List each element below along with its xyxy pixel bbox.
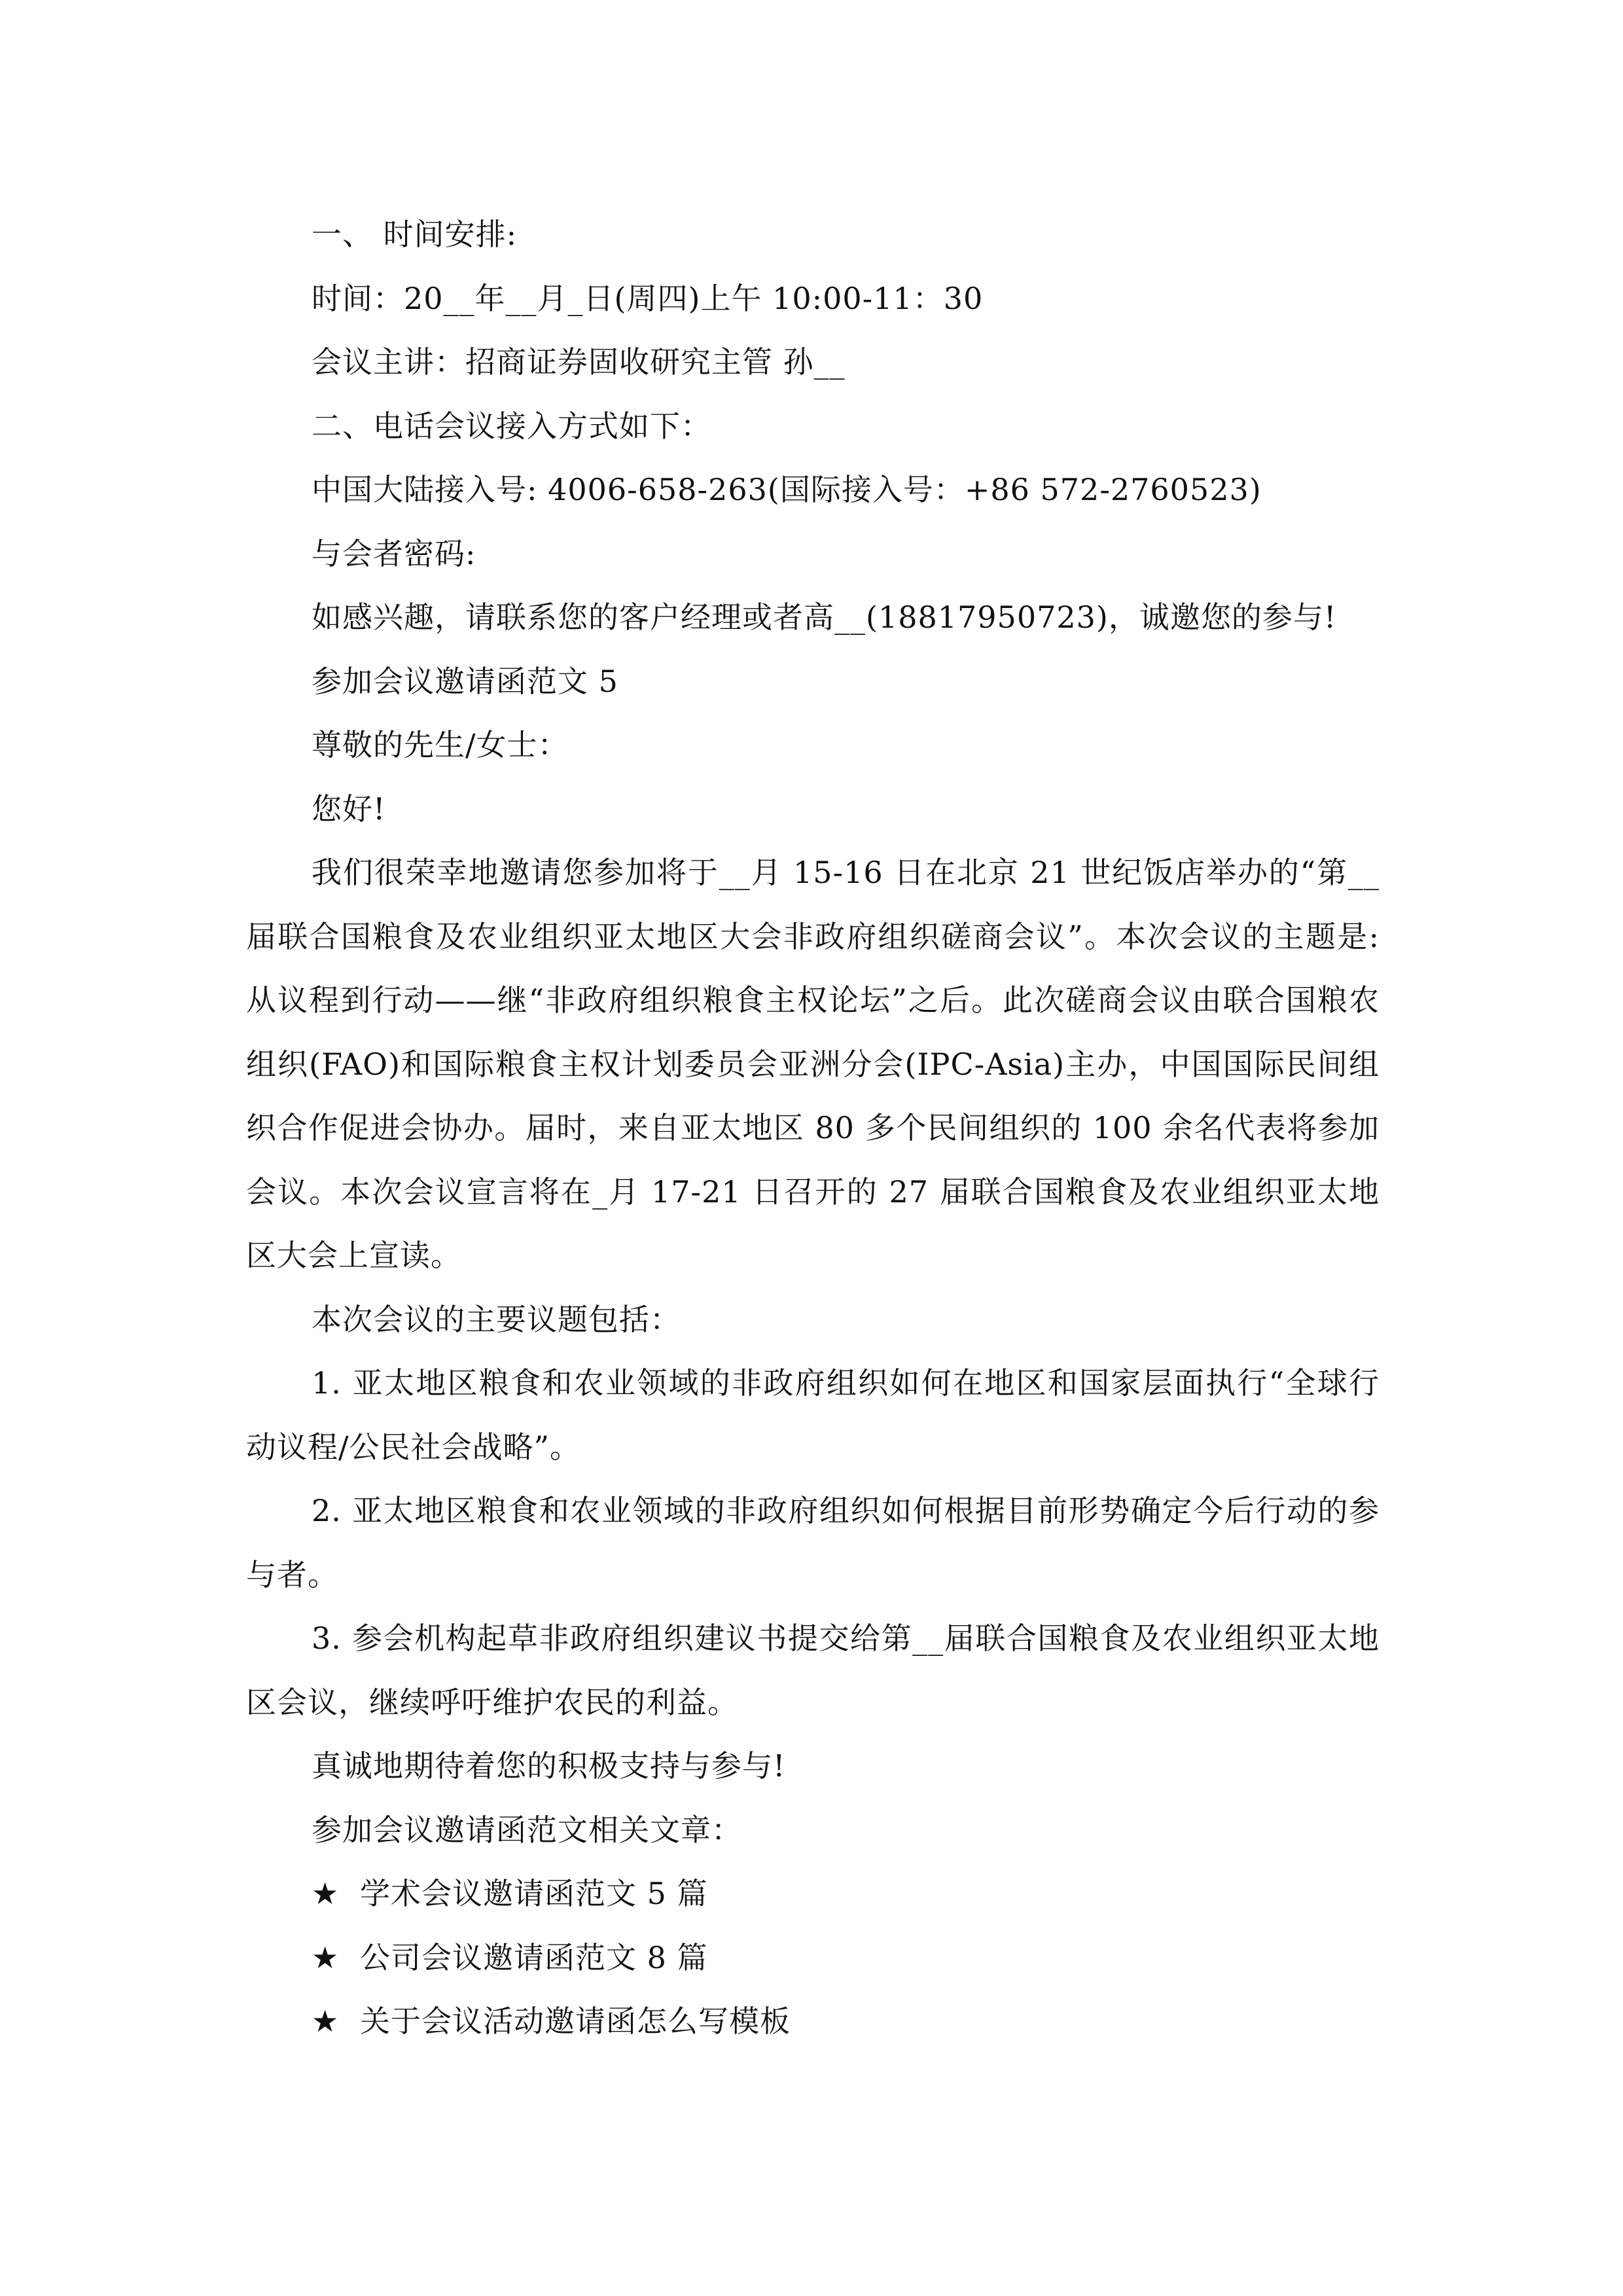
document-body [246, 203, 1380, 2054]
related-link-1[interactable] [246, 1862, 1380, 1926]
schedule-time: 时间：20__年__月_日(周四)上午 10:00-11：30 [312, 280, 984, 316]
related-link-label: 学术会议邀请函范文 5 篇 [360, 1876, 708, 1911]
topics-heading: 本次会议的主要议题包括： [312, 1301, 681, 1337]
closing-line: 真诚地期待着您的积极支持与参与! [312, 1748, 786, 1784]
greeting: 您好! [312, 791, 386, 827]
topic-item-1: 1. 亚太地区粮食和农业领域的非政府组织如何在地区和国家层面执行“全球行动议程/公民社会战略”。 [246, 1365, 1380, 1465]
related-heading: 参加会议邀请函范文相关文章： [312, 1812, 742, 1848]
contact-line: 如感兴趣，请联系您的客户经理或者高__(18817950723)，诚邀您的参与! [312, 600, 1337, 635]
related-link-3[interactable] [246, 1990, 1380, 2054]
schedule-speaker: 会议主讲：招商证券固收研究主管 孙__ [312, 344, 846, 380]
topic-item-3: 3. 参会机构起草非政府组织建议书提交给第__届联合国粮食及农业组织亚太地区会议，继续呼吁维护农民的利益。 [246, 1621, 1380, 1720]
section-heading-schedule: 一、 时间安排: [312, 217, 518, 252]
invitation-paragraph: 我们很荣幸地邀请您参加将于__月 15-16 日在北京 21 世纪饭店举办的“第__届联合国粮食及农业组织亚太地区大会非政府组织磋商会议”。本次会议的主题是: 从议程到行动——继“非政府组织粮食主权论坛”之后。此次磋商会议由联合国粮农组织(FAO)和国际粮食主权计划委员会亚洲分会(IPC-Asia)主办，中国国际民间组织合作促进会协办。届时，来自亚太地区 80 多个民间组织的 100 余名代表将参加会议。本次会议宣言将在_月 17-21 日召开的 27 届联合国粮食及农业组织亚太地区大会上宣读。 [246, 855, 1380, 1273]
star-icon: ★ [312, 1939, 340, 1975]
participant-password: 与会者密码: [312, 535, 476, 571]
sample-title: 参加会议邀请函范文 5 [312, 663, 618, 699]
topic-item-2: 2. 亚太地区粮食和农业领域的非政府组织如何根据目前形势确定今后行动的参与者。 [246, 1493, 1380, 1592]
star-icon: ★ [312, 2003, 340, 2039]
dialin-numbers: 中国大陆接入号: 4006-658-263(国际接入号：+86 572-2760523) [312, 472, 1262, 507]
salutation: 尊敬的先生/女士： [312, 727, 569, 762]
related-link-label: 公司会议邀请函范文 8 篇 [360, 1939, 708, 1975]
star-icon: ★ [312, 1876, 340, 1911]
section-heading-dialin: 二、电话会议接入方式如下： [312, 408, 711, 444]
related-link-2[interactable] [246, 1926, 1380, 1990]
related-link-label: 关于会议活动邀请函怎么写模板 [360, 2003, 791, 2039]
